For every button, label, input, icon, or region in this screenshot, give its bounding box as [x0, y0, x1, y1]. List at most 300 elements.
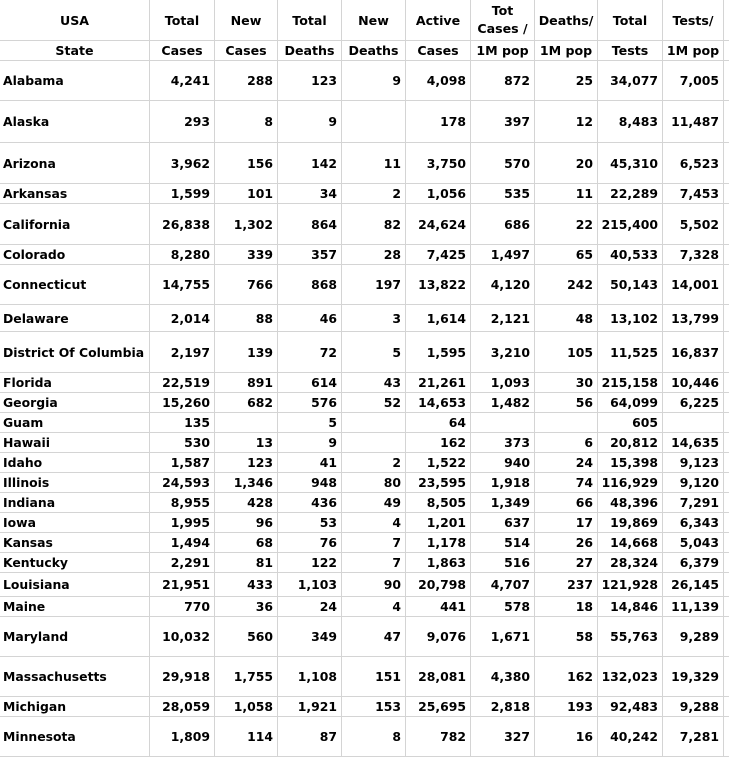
cell-new-cases[interactable]: 123 [215, 453, 278, 472]
cell-new-cases[interactable]: 96 [215, 513, 278, 532]
cell-tot-cases-per-million[interactable]: 535 [471, 184, 535, 203]
cell-deaths-per-million[interactable]: 162 [535, 657, 598, 696]
cell-state[interactable]: Maryland [0, 617, 150, 656]
cell-total-deaths[interactable]: 87 [278, 717, 342, 756]
cell-active-cases[interactable]: 25,695 [406, 697, 471, 716]
cell-total-tests[interactable]: 55,763 [598, 617, 663, 656]
cell-new-deaths[interactable]: 4 [342, 597, 406, 616]
cell-total-tests[interactable]: 14,846 [598, 597, 663, 616]
cell-new-deaths[interactable]: 197 [342, 265, 406, 304]
header-state[interactable]: State [0, 41, 150, 60]
cell-tests-per-million[interactable]: 9,120 [663, 473, 724, 492]
cell-active-cases[interactable]: 1,614 [406, 305, 471, 331]
cell-total-deaths[interactable]: 123 [278, 61, 342, 100]
header-new-deaths-2[interactable]: Deaths [342, 41, 406, 60]
cell-new-cases[interactable]: 288 [215, 61, 278, 100]
cell-new-deaths[interactable] [342, 101, 406, 142]
cell-deaths-per-million[interactable]: 17 [535, 513, 598, 532]
cell-total-tests[interactable]: 28,324 [598, 553, 663, 572]
header-tot-cases-per-million-2[interactable]: 1M pop [471, 41, 535, 60]
cell-total-cases[interactable]: 29,918 [150, 657, 215, 696]
cell-total-deaths[interactable]: 9 [278, 101, 342, 142]
cell-total-cases[interactable]: 2,197 [150, 332, 215, 372]
cell-tot-cases-per-million[interactable]: 516 [471, 553, 535, 572]
extra-column-cell[interactable] [724, 184, 729, 203]
cell-new-cases[interactable]: 36 [215, 597, 278, 616]
extra-column-cell[interactable] [724, 433, 729, 452]
cell-new-cases[interactable]: 891 [215, 373, 278, 392]
cell-new-cases[interactable]: 88 [215, 305, 278, 331]
cell-new-deaths[interactable]: 2 [342, 453, 406, 472]
cell-total-cases[interactable]: 14,755 [150, 265, 215, 304]
cell-tests-per-million[interactable]: 9,289 [663, 617, 724, 656]
cell-new-deaths[interactable]: 28 [342, 245, 406, 264]
cell-total-tests[interactable]: 40,242 [598, 717, 663, 756]
cell-total-cases[interactable]: 770 [150, 597, 215, 616]
header-total-deaths-2[interactable]: Deaths [278, 41, 342, 60]
cell-active-cases[interactable]: 4,098 [406, 61, 471, 100]
cell-tests-per-million[interactable]: 7,453 [663, 184, 724, 203]
cell-total-deaths[interactable]: 868 [278, 265, 342, 304]
cell-active-cases[interactable]: 13,822 [406, 265, 471, 304]
header-total-cases-2[interactable]: Cases [150, 41, 215, 60]
table-row [0, 697, 729, 717]
extra-column-cell[interactable] [724, 41, 729, 60]
cell-tot-cases-per-million[interactable]: 373 [471, 433, 535, 452]
cell-state[interactable]: Maine [0, 597, 150, 616]
cell-total-tests[interactable]: 121,928 [598, 573, 663, 596]
cell-tot-cases-per-million[interactable] [471, 413, 535, 432]
cell-deaths-per-million[interactable]: 66 [535, 493, 598, 512]
cell-active-cases[interactable]: 14,653 [406, 393, 471, 412]
cell-new-cases[interactable]: 101 [215, 184, 278, 203]
cell-deaths-per-million[interactable]: 48 [535, 305, 598, 331]
cell-tests-per-million[interactable] [663, 413, 724, 432]
cell-deaths-per-million[interactable]: 105 [535, 332, 598, 372]
cell-total-deaths[interactable]: 5 [278, 413, 342, 432]
cell-state[interactable]: Kansas [0, 533, 150, 552]
cell-total-deaths[interactable]: 9 [278, 433, 342, 452]
cell-total-tests[interactable]: 14,668 [598, 533, 663, 552]
cell-new-cases[interactable]: 339 [215, 245, 278, 264]
extra-column-cell[interactable] [724, 717, 729, 756]
cell-tests-per-million[interactable]: 14,001 [663, 265, 724, 304]
cell-deaths-per-million[interactable]: 24 [535, 453, 598, 472]
cell-new-cases[interactable]: 682 [215, 393, 278, 412]
cell-total-cases[interactable]: 15,260 [150, 393, 215, 412]
cell-state[interactable]: Kentucky [0, 553, 150, 572]
cell-state[interactable]: Georgia [0, 393, 150, 412]
cell-new-deaths[interactable]: 153 [342, 697, 406, 716]
cell-state[interactable]: Minnesota [0, 717, 150, 756]
cell-total-deaths[interactable]: 864 [278, 204, 342, 244]
cell-deaths-per-million[interactable]: 242 [535, 265, 598, 304]
cell-tot-cases-per-million[interactable]: 1,482 [471, 393, 535, 412]
cell-total-cases[interactable]: 1,809 [150, 717, 215, 756]
cell-new-deaths[interactable]: 80 [342, 473, 406, 492]
cell-total-tests[interactable]: 45,310 [598, 143, 663, 183]
cell-total-deaths[interactable]: 41 [278, 453, 342, 472]
cell-total-cases[interactable]: 1,995 [150, 513, 215, 532]
cell-new-deaths[interactable]: 7 [342, 553, 406, 572]
header-deaths-per-million-2[interactable]: 1M pop [535, 41, 598, 60]
cell-total-deaths[interactable]: 46 [278, 305, 342, 331]
cell-total-tests[interactable]: 11,525 [598, 332, 663, 372]
cell-deaths-per-million[interactable]: 74 [535, 473, 598, 492]
cell-tot-cases-per-million[interactable]: 4,380 [471, 657, 535, 696]
extra-column-cell[interactable] [724, 204, 729, 244]
cell-total-cases[interactable]: 8,280 [150, 245, 215, 264]
cell-tests-per-million[interactable]: 5,502 [663, 204, 724, 244]
cell-deaths-per-million[interactable]: 6 [535, 433, 598, 452]
header-total-tests-2[interactable]: Tests [598, 41, 663, 60]
cell-total-tests[interactable]: 22,289 [598, 184, 663, 203]
cell-new-deaths[interactable]: 2 [342, 184, 406, 203]
cell-deaths-per-million[interactable]: 16 [535, 717, 598, 756]
cell-total-deaths[interactable]: 34 [278, 184, 342, 203]
extra-column-cell[interactable] [724, 245, 729, 264]
cell-state[interactable]: Alabama [0, 61, 150, 100]
cell-state[interactable]: Massachusetts [0, 657, 150, 696]
cell-state[interactable]: Guam [0, 413, 150, 432]
cell-total-deaths[interactable]: 1,921 [278, 697, 342, 716]
cell-deaths-per-million[interactable]: 18 [535, 597, 598, 616]
cell-total-cases[interactable]: 1,494 [150, 533, 215, 552]
cell-tot-cases-per-million[interactable]: 637 [471, 513, 535, 532]
cell-total-cases[interactable]: 293 [150, 101, 215, 142]
cell-deaths-per-million[interactable]: 56 [535, 393, 598, 412]
cell-total-cases[interactable]: 2,014 [150, 305, 215, 331]
cell-state[interactable]: Alaska [0, 101, 150, 142]
cell-new-cases[interactable]: 13 [215, 433, 278, 452]
cell-total-cases[interactable]: 2,291 [150, 553, 215, 572]
header-active-cases-1[interactable]: Active [406, 0, 471, 40]
cell-tests-per-million[interactable]: 7,291 [663, 493, 724, 512]
extra-column-cell[interactable] [724, 393, 729, 412]
extra-column-cell[interactable] [724, 332, 729, 372]
cell-total-tests[interactable]: 132,023 [598, 657, 663, 696]
cell-deaths-per-million[interactable] [535, 413, 598, 432]
cell-total-deaths[interactable]: 24 [278, 597, 342, 616]
cell-total-deaths[interactable]: 53 [278, 513, 342, 532]
cell-tests-per-million[interactable]: 5,043 [663, 533, 724, 552]
extra-column-cell[interactable] [724, 697, 729, 716]
header-deaths-per-million-1[interactable]: Deaths/ [535, 0, 598, 40]
cell-tests-per-million[interactable]: 11,139 [663, 597, 724, 616]
cell-state[interactable]: California [0, 204, 150, 244]
cell-tot-cases-per-million[interactable]: 397 [471, 101, 535, 142]
cell-tot-cases-per-million[interactable]: 2,818 [471, 697, 535, 716]
cell-new-cases[interactable]: 114 [215, 717, 278, 756]
cell-deaths-per-million[interactable]: 237 [535, 573, 598, 596]
extra-column-cell[interactable] [724, 513, 729, 532]
cell-deaths-per-million[interactable]: 22 [535, 204, 598, 244]
cell-total-deaths[interactable]: 122 [278, 553, 342, 572]
cell-active-cases[interactable]: 24,624 [406, 204, 471, 244]
cell-total-tests[interactable]: 19,869 [598, 513, 663, 532]
table-row [0, 305, 729, 332]
cell-new-cases[interactable]: 156 [215, 143, 278, 183]
cell-tests-per-million[interactable]: 9,123 [663, 453, 724, 472]
cell-total-tests[interactable]: 20,812 [598, 433, 663, 452]
cell-tot-cases-per-million[interactable]: 1,093 [471, 373, 535, 392]
cell-total-cases[interactable]: 24,593 [150, 473, 215, 492]
header-tests-per-million-2[interactable]: 1M pop [663, 41, 724, 60]
cell-tot-cases-per-million[interactable]: 4,707 [471, 573, 535, 596]
cell-tests-per-million[interactable]: 9,288 [663, 697, 724, 716]
cell-active-cases[interactable]: 64 [406, 413, 471, 432]
cell-active-cases[interactable]: 1,595 [406, 332, 471, 372]
cell-state[interactable]: Florida [0, 373, 150, 392]
cell-state[interactable]: Arizona [0, 143, 150, 183]
cell-tests-per-million[interactable]: 6,523 [663, 143, 724, 183]
cell-state[interactable]: Michigan [0, 697, 150, 716]
cell-tot-cases-per-million[interactable]: 578 [471, 597, 535, 616]
cell-state[interactable]: Colorado [0, 245, 150, 264]
cell-total-tests[interactable]: 13,102 [598, 305, 663, 331]
cell-active-cases[interactable]: 1,201 [406, 513, 471, 532]
cell-state[interactable]: Iowa [0, 513, 150, 532]
cell-deaths-per-million[interactable]: 11 [535, 184, 598, 203]
cell-total-cases[interactable]: 26,838 [150, 204, 215, 244]
extra-column-cell[interactable] [724, 617, 729, 656]
extra-column-cell[interactable] [724, 373, 729, 392]
cell-active-cases[interactable]: 441 [406, 597, 471, 616]
cell-active-cases[interactable]: 782 [406, 717, 471, 756]
header-total-deaths-1[interactable]: Total [278, 0, 342, 40]
cell-state[interactable]: Illinois [0, 473, 150, 492]
cell-total-cases[interactable]: 1,587 [150, 453, 215, 472]
extra-column-cell[interactable] [724, 305, 729, 331]
cell-tests-per-million[interactable]: 7,328 [663, 245, 724, 264]
cell-tot-cases-per-million[interactable]: 872 [471, 61, 535, 100]
cell-total-tests[interactable]: 15,398 [598, 453, 663, 472]
cell-tot-cases-per-million[interactable]: 940 [471, 453, 535, 472]
cell-tests-per-million[interactable]: 13,799 [663, 305, 724, 331]
cell-state[interactable]: District Of Columbia [0, 332, 150, 372]
cell-tot-cases-per-million[interactable]: 1,497 [471, 245, 535, 264]
cell-total-tests[interactable]: 215,400 [598, 204, 663, 244]
cell-deaths-per-million[interactable]: 30 [535, 373, 598, 392]
cell-tests-per-million[interactable]: 14,635 [663, 433, 724, 452]
cell-total-cases[interactable]: 135 [150, 413, 215, 432]
cell-new-cases[interactable]: 1,755 [215, 657, 278, 696]
cell-new-cases[interactable]: 428 [215, 493, 278, 512]
header-active-cases-2[interactable]: Cases [406, 41, 471, 60]
cell-total-deaths[interactable]: 576 [278, 393, 342, 412]
cell-tests-per-million[interactable]: 6,379 [663, 553, 724, 572]
cell-total-deaths[interactable]: 142 [278, 143, 342, 183]
cell-new-cases[interactable]: 8 [215, 101, 278, 142]
cell-total-tests[interactable]: 92,483 [598, 697, 663, 716]
cell-active-cases[interactable]: 1,056 [406, 184, 471, 203]
cell-total-tests[interactable]: 64,099 [598, 393, 663, 412]
cell-total-deaths[interactable]: 614 [278, 373, 342, 392]
cell-total-tests[interactable]: 215,158 [598, 373, 663, 392]
header-new-cases-1[interactable]: New [215, 0, 278, 40]
cell-total-tests[interactable]: 605 [598, 413, 663, 432]
cell-total-cases[interactable]: 4,241 [150, 61, 215, 100]
cell-new-cases[interactable]: 68 [215, 533, 278, 552]
cell-active-cases[interactable]: 3,750 [406, 143, 471, 183]
cell-new-deaths[interactable]: 8 [342, 717, 406, 756]
cell-active-cases[interactable]: 20,798 [406, 573, 471, 596]
cell-active-cases[interactable]: 21,261 [406, 373, 471, 392]
cell-tot-cases-per-million[interactable]: 2,121 [471, 305, 535, 331]
cell-state[interactable]: Louisiana [0, 573, 150, 596]
cell-new-deaths[interactable]: 151 [342, 657, 406, 696]
cell-deaths-per-million[interactable]: 65 [535, 245, 598, 264]
cell-tot-cases-per-million[interactable]: 1,671 [471, 617, 535, 656]
cell-total-deaths[interactable]: 72 [278, 332, 342, 372]
cell-deaths-per-million[interactable]: 20 [535, 143, 598, 183]
extra-column-cell[interactable] [724, 413, 729, 432]
header-tot-cases-per-million-1[interactable]: Tot Cases / [471, 0, 535, 40]
header-usa[interactable]: USA [0, 0, 150, 40]
cell-active-cases[interactable]: 23,595 [406, 473, 471, 492]
cell-total-tests[interactable]: 40,533 [598, 245, 663, 264]
cell-tests-per-million[interactable]: 11,487 [663, 101, 724, 142]
cell-new-deaths[interactable]: 47 [342, 617, 406, 656]
cell-total-deaths[interactable]: 1,103 [278, 573, 342, 596]
extra-column-cell[interactable] [724, 101, 729, 142]
cell-new-cases[interactable]: 1,346 [215, 473, 278, 492]
cell-tests-per-million[interactable]: 10,446 [663, 373, 724, 392]
cell-tests-per-million[interactable]: 19,329 [663, 657, 724, 696]
cell-total-tests[interactable]: 50,143 [598, 265, 663, 304]
header-total-cases-1[interactable]: Total [150, 0, 215, 40]
table-row [0, 393, 729, 413]
cell-total-deaths[interactable]: 948 [278, 473, 342, 492]
header-new-deaths-1[interactable]: New [342, 0, 406, 40]
cell-total-deaths[interactable]: 1,108 [278, 657, 342, 696]
cell-deaths-per-million[interactable]: 12 [535, 101, 598, 142]
cell-active-cases[interactable]: 1,522 [406, 453, 471, 472]
extra-column-cell[interactable] [724, 533, 729, 552]
cell-active-cases[interactable]: 178 [406, 101, 471, 142]
cell-state[interactable]: Idaho [0, 453, 150, 472]
cell-tot-cases-per-million[interactable]: 1,349 [471, 493, 535, 512]
extra-column-cell[interactable] [724, 0, 729, 40]
cell-new-deaths[interactable]: 82 [342, 204, 406, 244]
cell-new-deaths[interactable]: 43 [342, 373, 406, 392]
cell-total-tests[interactable]: 116,929 [598, 473, 663, 492]
cell-active-cases[interactable]: 1,178 [406, 533, 471, 552]
cell-total-cases[interactable]: 1,599 [150, 184, 215, 203]
cell-total-deaths[interactable]: 357 [278, 245, 342, 264]
cell-new-cases[interactable] [215, 413, 278, 432]
cell-tests-per-million[interactable]: 6,343 [663, 513, 724, 532]
cell-total-deaths[interactable]: 349 [278, 617, 342, 656]
cell-total-deaths[interactable]: 76 [278, 533, 342, 552]
cell-new-deaths[interactable]: 90 [342, 573, 406, 596]
cell-state[interactable]: Indiana [0, 493, 150, 512]
cell-total-cases[interactable]: 10,032 [150, 617, 215, 656]
cell-new-cases[interactable]: 433 [215, 573, 278, 596]
extra-column-cell[interactable] [724, 265, 729, 304]
cell-state[interactable]: Connecticut [0, 265, 150, 304]
extra-column-cell[interactable] [724, 553, 729, 572]
cell-tests-per-million[interactable]: 26,145 [663, 573, 724, 596]
cell-tot-cases-per-million[interactable]: 4,120 [471, 265, 535, 304]
cell-new-cases[interactable]: 139 [215, 332, 278, 372]
extra-column-cell[interactable] [724, 573, 729, 596]
cell-deaths-per-million[interactable]: 193 [535, 697, 598, 716]
cell-tot-cases-per-million[interactable]: 327 [471, 717, 535, 756]
header-tests-per-million-1[interactable]: Tests/ [663, 0, 724, 40]
cell-new-deaths[interactable] [342, 413, 406, 432]
cell-deaths-per-million[interactable]: 25 [535, 61, 598, 100]
cell-deaths-per-million[interactable]: 26 [535, 533, 598, 552]
cell-tot-cases-per-million[interactable]: 686 [471, 204, 535, 244]
cell-new-deaths[interactable] [342, 433, 406, 452]
cell-total-tests[interactable]: 8,483 [598, 101, 663, 142]
extra-column-cell[interactable] [724, 657, 729, 696]
cell-state[interactable]: Delaware [0, 305, 150, 331]
cell-new-cases[interactable]: 766 [215, 265, 278, 304]
cell-new-deaths[interactable]: 7 [342, 533, 406, 552]
cell-tests-per-million[interactable]: 7,281 [663, 717, 724, 756]
cell-new-deaths[interactable]: 5 [342, 332, 406, 372]
cell-new-deaths[interactable]: 52 [342, 393, 406, 412]
cell-tot-cases-per-million[interactable]: 1,918 [471, 473, 535, 492]
cell-new-deaths[interactable]: 3 [342, 305, 406, 331]
cell-new-cases[interactable]: 1,302 [215, 204, 278, 244]
cell-tests-per-million[interactable]: 7,005 [663, 61, 724, 100]
cell-new-deaths[interactable]: 11 [342, 143, 406, 183]
cell-active-cases[interactable]: 7,425 [406, 245, 471, 264]
cell-total-cases[interactable]: 28,059 [150, 697, 215, 716]
header-new-cases-2[interactable]: Cases [215, 41, 278, 60]
cell-total-deaths[interactable]: 436 [278, 493, 342, 512]
cell-total-cases[interactable]: 22,519 [150, 373, 215, 392]
extra-column-cell[interactable] [724, 493, 729, 512]
cell-deaths-per-million[interactable]: 27 [535, 553, 598, 572]
extra-column-cell[interactable] [724, 143, 729, 183]
cell-total-cases[interactable]: 530 [150, 433, 215, 452]
cell-deaths-per-million[interactable]: 58 [535, 617, 598, 656]
cell-active-cases[interactable]: 1,863 [406, 553, 471, 572]
cell-total-tests[interactable]: 48,396 [598, 493, 663, 512]
cell-tot-cases-per-million[interactable]: 514 [471, 533, 535, 552]
header-total-tests-1[interactable]: Total [598, 0, 663, 40]
cell-tot-cases-per-million[interactable]: 3,210 [471, 332, 535, 372]
extra-column-cell[interactable] [724, 61, 729, 100]
cell-total-tests[interactable]: 34,077 [598, 61, 663, 100]
cell-new-cases[interactable]: 1,058 [215, 697, 278, 716]
cell-new-deaths[interactable]: 49 [342, 493, 406, 512]
cell-total-cases[interactable]: 8,955 [150, 493, 215, 512]
cell-state[interactable]: Arkansas [0, 184, 150, 203]
cell-active-cases[interactable]: 8,505 [406, 493, 471, 512]
cell-total-cases[interactable]: 21,951 [150, 573, 215, 596]
cell-tot-cases-per-million[interactable]: 570 [471, 143, 535, 183]
cell-active-cases[interactable]: 162 [406, 433, 471, 452]
extra-column-cell[interactable] [724, 473, 729, 492]
cell-new-deaths[interactable]: 9 [342, 61, 406, 100]
cell-new-cases[interactable]: 81 [215, 553, 278, 572]
cell-tests-per-million[interactable]: 16,837 [663, 332, 724, 372]
cell-state[interactable]: Hawaii [0, 433, 150, 452]
cell-active-cases[interactable]: 28,081 [406, 657, 471, 696]
cell-new-cases[interactable]: 560 [215, 617, 278, 656]
cell-active-cases[interactable]: 9,076 [406, 617, 471, 656]
extra-column-cell[interactable] [724, 453, 729, 472]
cell-tests-per-million[interactable]: 6,225 [663, 393, 724, 412]
cell-new-deaths[interactable]: 4 [342, 513, 406, 532]
cell-total-cases[interactable]: 3,962 [150, 143, 215, 183]
extra-column-cell[interactable] [724, 597, 729, 616]
